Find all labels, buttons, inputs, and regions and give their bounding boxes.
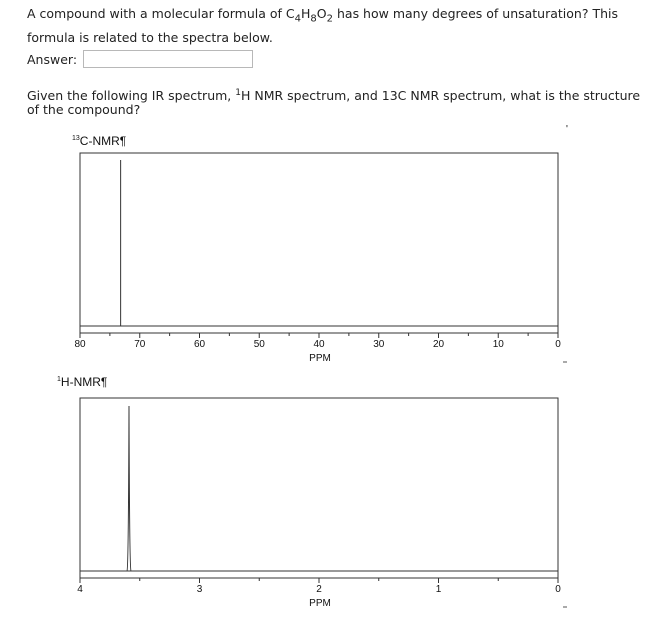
h1-plot-frame <box>80 398 558 578</box>
c13-axis <box>74 333 561 350</box>
stray-mark: ' <box>566 124 568 135</box>
tick-label: 2 <box>316 584 322 595</box>
tick-label: 80 <box>74 339 86 350</box>
tick-label: 60 <box>193 339 206 350</box>
c13-plot-frame <box>80 153 558 333</box>
tick-label: 0 <box>555 584 561 595</box>
h1-axis <box>77 578 561 595</box>
tick-label: 0 <box>555 339 561 350</box>
nmr-peak <box>127 406 131 571</box>
h1-xlabel: PPM <box>309 598 331 609</box>
tick-label: 30 <box>373 339 385 350</box>
tick-label: 20 <box>432 339 445 350</box>
answer-label: Answer: <box>27 51 78 67</box>
tick-label: 3 <box>196 584 203 595</box>
h1-nmr-label: $^1$H-NMR¶ <box>57 375 108 389</box>
structure-question-text: Given the following IR spectrum, $^1$H NMR spectrum, and 13C NMR spectrum, what is the structure of the compound? <box>27 88 641 118</box>
h1-peaks <box>127 406 131 571</box>
tick-label: 70 <box>134 339 146 350</box>
tick-label: 10 <box>492 339 504 350</box>
c13-nmr-label: $^{13}$C-NMR¶ <box>72 134 127 148</box>
question-text: A compound with a molecular formula of $C_4H_8O_2$ has how many degrees of unsaturation? This formula is related to the spectra below. <box>27 6 619 45</box>
tick-label: 50 <box>253 339 265 350</box>
tick-label: 40 <box>313 339 325 350</box>
c13-xlabel: PPM <box>309 353 331 364</box>
tick-label: 4 <box>77 584 83 595</box>
tick-label: 1 <box>435 584 442 595</box>
